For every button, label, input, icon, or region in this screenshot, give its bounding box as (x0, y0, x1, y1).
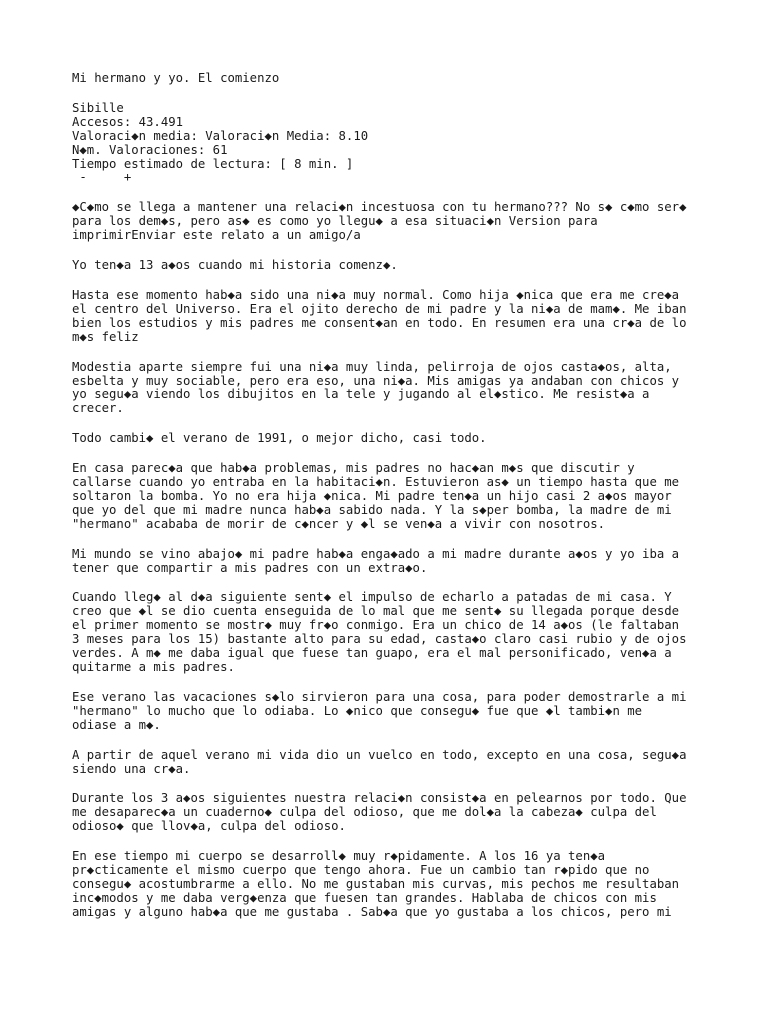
paragraph-line: esbelta y muy sociable, pero era eso, una ni◆a. Mis amigas ya andaban con chicos y (72, 373, 680, 388)
story-paragraph (72, 361, 708, 417)
paragraph-line: siendo una cr◆a. (72, 761, 191, 776)
story-paragraph (72, 548, 708, 576)
paragraph-line: para los dem◆s, pero as◆ es como yo llegu◆ a esa situaci◆n Version para (72, 214, 598, 229)
paragraph-line: que yo del que mi madre nunca hab◆a sabido nada. Y la s◆per bomba, la madre de mi (72, 502, 672, 517)
story-paragraph (72, 462, 708, 532)
font-size-controls[interactable]: - + (72, 170, 132, 185)
paragraph-line: "hermano" lo mucho que lo odiaba. Lo ◆nico que consegu◆ fue que ◆l tambi◆n me (72, 703, 643, 718)
story-paragraph (72, 201, 708, 243)
paragraph-line: amigas y alguno hab◆a que me gustaba . Sab◆a que yo gustaba a los chicos, pero mi (72, 904, 672, 919)
paragraph-line: Yo ten◆a 13 a◆os cuando mi historia comenz◆. (72, 258, 398, 273)
paragraph-line: consegu◆ acostumbrarme a ello. No me gustaban mis curvas, mis pechos me resultaban (72, 876, 680, 891)
author-name[interactable]: Sibille (72, 100, 124, 115)
paragraph-line: me desaparec◆a un cuaderno◆ culpa del odioso, que me dol◆a la cabeza◆ culpa del (72, 805, 657, 820)
paragraph-line: verdes. A m◆ me daba igual que fuese tan guapo, era el mal personificado, ven◆a a (72, 646, 672, 661)
paragraph-line: yo segu◆a viendo los dibujitos en la tele y jugando al el◆stico. Me resist◆a a (72, 387, 650, 402)
story-paragraph (72, 850, 708, 920)
reading-time: Tiempo estimado de lectura: [ 8 min. ] (72, 156, 354, 171)
paragraph-line: "hermano" acababa de morir de c◆ncer y ◆l se ven◆a a vivir con nosotros. (72, 516, 606, 531)
story-paragraph (72, 289, 708, 345)
story-title: Mi hermano y yo. El comienzo (72, 71, 280, 85)
story-title-block (72, 72, 708, 86)
paragraph-line: Mi mundo se vino abajo◆ mi padre hab◆a enga◆ado a mi madre durante a◆os y yo iba a (72, 546, 680, 561)
paragraph-line: A partir de aquel verano mi vida dio un vuelco en todo, excepto en una cosa, segu◆a (72, 747, 687, 762)
paragraph-line: En casa parec◆a que hab◆a problemas, mis padres no hac◆an m◆s que discutir y (72, 461, 635, 476)
paragraph-line: 3 meses para los 15) bastante alto para su edad, casta◆o claro casi rubio y de ojos (72, 632, 687, 647)
paragraph-line: callarse cuando yo entraba en la habitaci◆n. Estuvieron as◆ un tiempo hasta que me (72, 475, 680, 490)
paragraph-line: imprimirEnviar este relato a un amigo/a (72, 228, 361, 243)
paragraph-line: odiase a m◆. (72, 717, 161, 732)
story-paragraph (72, 259, 708, 273)
paragraph-line: crecer. (72, 401, 124, 416)
paragraph-line: Todo cambi◆ el verano de 1991, o mejor dicho, casi todo. (72, 431, 487, 446)
paragraph-line: odioso◆ que llov◆a, culpa del odioso. (72, 819, 346, 834)
paragraph-line: Hasta ese momento hab◆a sido una ni◆a muy normal. Como hija ◆nica que era me cre◆a (72, 287, 680, 302)
paragraph-line: ◆C◆mo se llega a mantener una relaci◆n incestuosa con tu hermano??? No s◆ c◆mo ser◆ (72, 200, 687, 215)
paragraph-line: pr◆cticamente el mismo cuerpo que tengo ahora. Fue un cambio tan r◆pido que no (72, 863, 650, 878)
average-rating: Valoraci◆n media: Valoraci◆n Media: 8.10 (72, 128, 369, 143)
paragraph-line: Durante los 3 a◆os siguientes nuestra relaci◆n consist◆a en pelearnos por todo. Que (72, 791, 687, 806)
views-count: Accesos: 43.491 (72, 114, 184, 129)
paragraph-line: Modestia aparte siempre fui una ni◆a muy linda, pelirroja de ojos casta◆os, alta, (72, 359, 672, 374)
story-meta (72, 102, 708, 185)
story-paragraph (72, 691, 708, 733)
paragraph-line: Cuando lleg◆ al d◆a siguiente sent◆ el impulso de echarlo a patadas de mi casa. Y (72, 590, 672, 605)
paragraph-line: bien los estudios y mis padres me consent◆an en todo. En resumen era una cr◆a de lo (72, 315, 687, 330)
paragraph-line: Ese verano las vacaciones s◆lo sirvieron para una cosa, para poder demostrarle a mi (72, 689, 687, 704)
story-paragraph (72, 792, 708, 834)
paragraph-line: el primer momento se mostr◆ muy fr◆o conmigo. Era un chico de 14 a◆os (le faltaban (72, 618, 680, 633)
paragraph-line: soltaron la bomba. Yo no era hija ◆nica. Mi padre ten◆a un hijo casi 2 a◆os mayor (72, 488, 672, 503)
paragraph-line: quitarme a mis padres. (72, 660, 235, 674)
story-paragraph (72, 432, 708, 446)
paragraph-line: creo que ◆l se dio cuenta enseguida de lo mal que me sent◆ su llegada porque desde (72, 604, 680, 619)
story-paragraph (72, 749, 708, 777)
story-body (72, 201, 708, 919)
paragraph-line: En ese tiempo mi cuerpo se desarroll◆ muy r◆pidamente. A los 16 ya ten◆a (72, 849, 606, 864)
story-paragraph (72, 591, 708, 674)
ratings-count: N◆m. Valoraciones: 61 (72, 142, 228, 157)
paragraph-line: tener que compartir a mis padres con un extra◆o. (72, 560, 428, 575)
paragraph-line: m◆s feliz (72, 329, 139, 344)
paragraph-line: inc◆modos y me daba verg◆enza que fuesen tan grandes. Hablaba de chicos con mis (72, 890, 657, 905)
paragraph-line: el centro del Universo. Era el ojito derecho de mi padre y la ni◆a de mam◆. Me iban (72, 301, 687, 316)
